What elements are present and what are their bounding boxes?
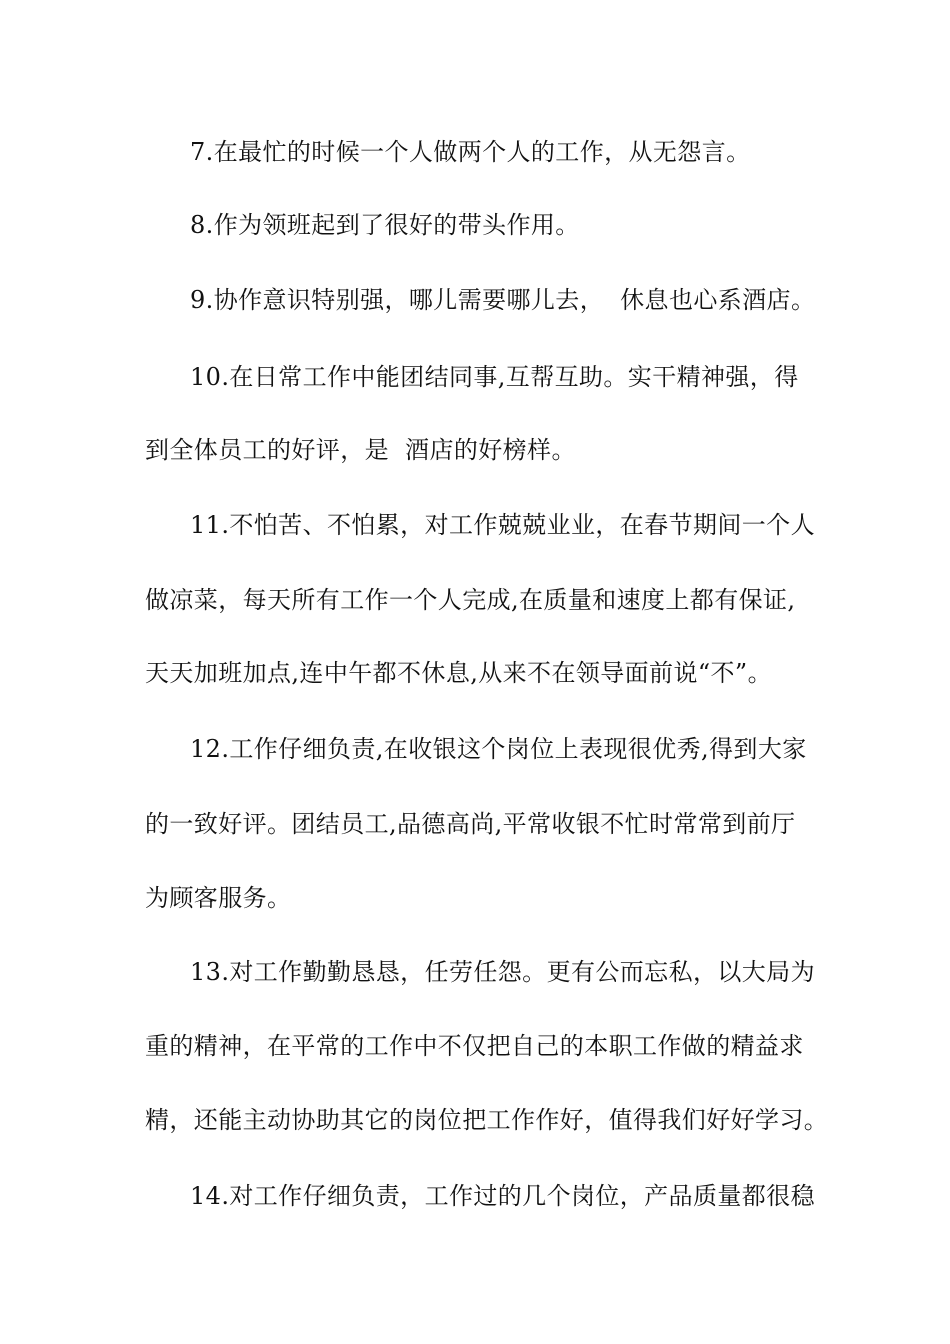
text-line-item-8: 8.作为领班起到了很好的带头作用。	[190, 211, 580, 239]
text-line-item-10-end: 到全体员工的好评，是 酒店的好榜样。	[145, 436, 576, 464]
text-line-item-10-start: 10.在日常工作中能团结同事,互帮互助。实干精神强，得	[190, 363, 799, 391]
text-line-item-11-end: 天天加班加点,连中午都不休息,从来不在领导面前说“不”。	[145, 659, 772, 687]
text-line-item-14-start: 14.对工作仔细负责，工作过的几个岗位，产品质量都很稳	[190, 1182, 815, 1210]
text-line-item-9: 9.协作意识特别强，哪儿需要哪儿去， 休息也心系酒店。	[190, 286, 816, 314]
text-line-item-11-start: 11.不怕苦、不怕累，对工作兢兢业业，在春节期间一个人	[190, 511, 815, 539]
text-line-item-11-middle: 做凉菜，每天所有工作一个人完成,在质量和速度上都有保证,	[145, 586, 796, 614]
text-line-item-12-start: 12.工作仔细负责,在收银这个岗位上表现很优秀,得到大家	[190, 735, 807, 763]
text-line-item-13-start: 13.对工作勤勤恳恳，任劳任怨。更有公而忘私，以大局为	[190, 958, 815, 986]
text-line-item-12-middle: 的一致好评。团结员工,品德高尚,平常收银不忙时常常到前厅	[145, 810, 796, 838]
text-line-item-7: 7.在最忙的时候一个人做两个人的工作，从无怨言。	[190, 138, 751, 166]
text-line-item-12-end: 为顾客服务。	[145, 884, 292, 912]
text-line-item-13-middle: 重的精神，在平常的工作中不仅把自己的本职工作做的精益求	[145, 1032, 804, 1060]
text-line-item-13-end: 精，还能主动协助其它的岗位把工作作好，值得我们好好学习。	[145, 1106, 829, 1134]
